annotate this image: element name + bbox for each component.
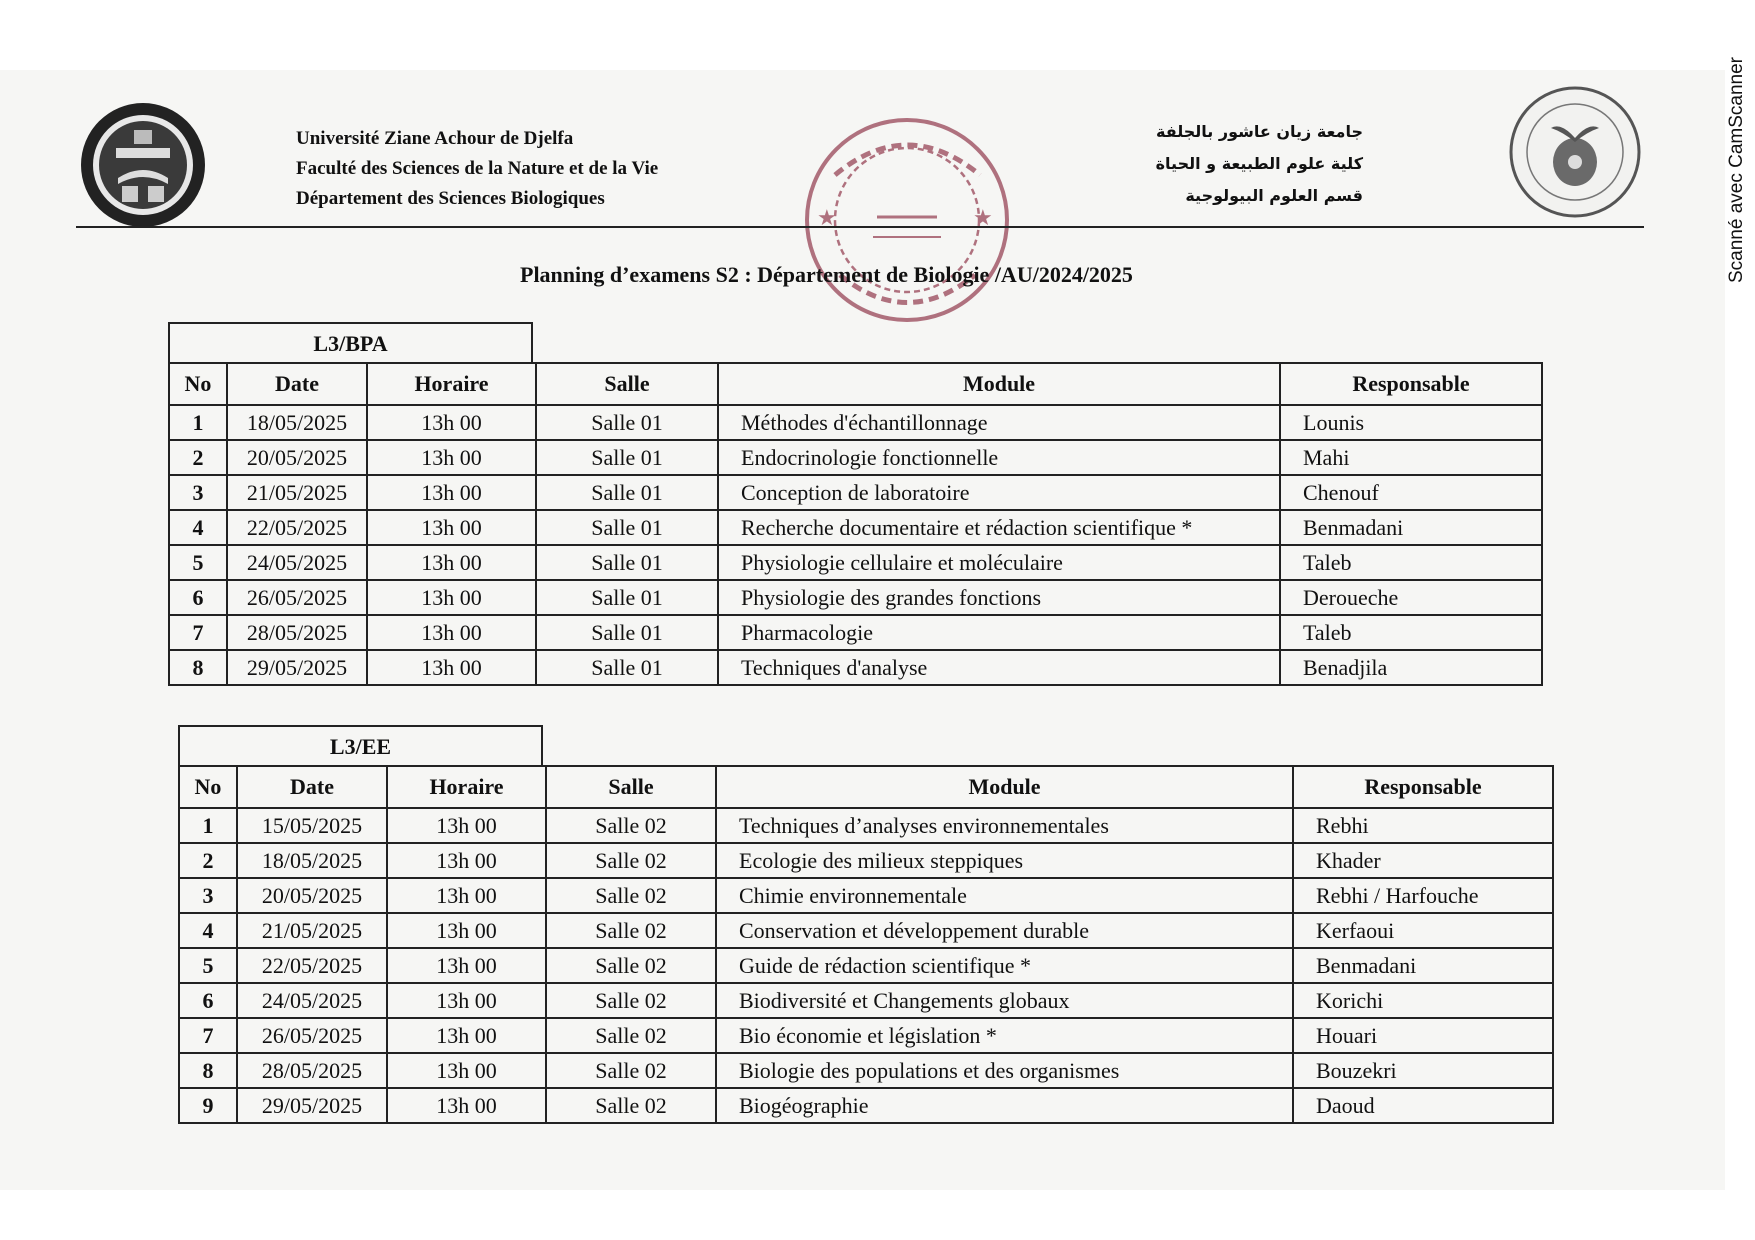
department-name-ar: قسم العلوم البيولوجية (1185, 186, 1363, 205)
col-salle: Salle (546, 766, 716, 808)
col-horaire: Horaire (367, 363, 536, 405)
table-header-row (179, 766, 1553, 808)
university-name-fr: Université Ziane Achour de Djelfa (296, 128, 574, 149)
exam-table (168, 362, 1543, 686)
table-row: 4 21/05/2025 13h 00 Salle 02 Conservation et développement durable Kerfaoui (179, 913, 1553, 948)
exam-table-l3-bpa (168, 322, 1543, 686)
faculty-logo-icon (1505, 82, 1645, 222)
col-module: Module (716, 766, 1293, 808)
svg-text:★: ★ (817, 205, 837, 230)
department-name-fr: Département des Sciences Biologiques (296, 188, 605, 209)
header-french (296, 124, 658, 214)
exam-table (178, 765, 1554, 1124)
scanner-watermark: Scanné avec CamScanner (1726, 56, 1748, 284)
table-row: 8 29/05/2025 13h 00 Salle 01 Techniques d'analyse Benadjila (169, 650, 1542, 685)
header-divider (76, 226, 1644, 228)
col-no: No (179, 766, 237, 808)
table-header-row (169, 363, 1542, 405)
university-stamp-icon (795, 105, 1020, 345)
table-row: 5 22/05/2025 13h 00 Salle 02 Guide de rédaction scientifique * Benmadani (179, 948, 1553, 983)
col-horaire: Horaire (387, 766, 546, 808)
col-module: Module (718, 363, 1280, 405)
table-row: 3 21/05/2025 13h 00 Salle 01 Conception de laboratoire Chenouf (169, 475, 1542, 510)
faculty-name-fr: Faculté des Sciences de la Nature et de la Vie (296, 158, 659, 179)
col-date: Date (227, 363, 367, 405)
table-row: 2 18/05/2025 13h 00 Salle 02 Ecologie des milieux steppiques Khader (179, 843, 1553, 878)
table-row: 6 24/05/2025 13h 00 Salle 02 Biodiversité et Changements globaux Korichi (179, 983, 1553, 1018)
col-date: Date (237, 766, 387, 808)
group-label: L3/EE (178, 725, 543, 765)
header-arabic (1156, 116, 1363, 212)
col-no: No (169, 363, 227, 405)
col-salle: Salle (536, 363, 718, 405)
table-row: 3 20/05/2025 13h 00 Salle 02 Chimie environnementale Rebhi / Harfouche (179, 878, 1553, 913)
exam-table-l3-ee (178, 725, 1554, 1124)
table-row: 4 22/05/2025 13h 00 Salle 01 Recherche documentaire et rédaction scientifique * Benmadani (169, 510, 1542, 545)
table-row: 1 15/05/2025 13h 00 Salle 02 Techniques d’analyses environnementales Rebhi (179, 808, 1553, 843)
col-responsable: Responsable (1280, 363, 1542, 405)
university-name-ar: جامعة زيان عاشور بالجلفة (1156, 122, 1363, 141)
col-responsable: Responsable (1293, 766, 1553, 808)
table-row: 5 24/05/2025 13h 00 Salle 01 Physiologie cellulaire et moléculaire Taleb (169, 545, 1542, 580)
group-label: L3/BPA (168, 322, 533, 362)
faculty-name-ar: كلية علوم الطبيعة و الحياة (1155, 154, 1363, 173)
table-row: 7 26/05/2025 13h 00 Salle 02 Bio économie et législation * Houari (179, 1018, 1553, 1053)
svg-text:★: ★ (973, 205, 993, 230)
university-logo-icon (78, 100, 208, 230)
table-row: 9 29/05/2025 13h 00 Salle 02 Biogéographie Daoud (179, 1088, 1553, 1123)
table-row: 1 18/05/2025 13h 00 Salle 01 Méthodes d'échantillonnage Lounis (169, 405, 1542, 440)
table-row: 7 28/05/2025 13h 00 Salle 01 Pharmacologie Taleb (169, 615, 1542, 650)
table-row: 2 20/05/2025 13h 00 Salle 01 Endocrinologie fonctionnelle Mahi (169, 440, 1542, 475)
page-title: Planning d’examens S2 : Département de Biologie /AU/2024/2025 (520, 262, 1133, 287)
table-row: 8 28/05/2025 13h 00 Salle 02 Biologie des populations et des organismes Bouzekri (179, 1053, 1553, 1088)
table-row: 6 26/05/2025 13h 00 Salle 01 Physiologie des grandes fonctions Deroueche (169, 580, 1542, 615)
